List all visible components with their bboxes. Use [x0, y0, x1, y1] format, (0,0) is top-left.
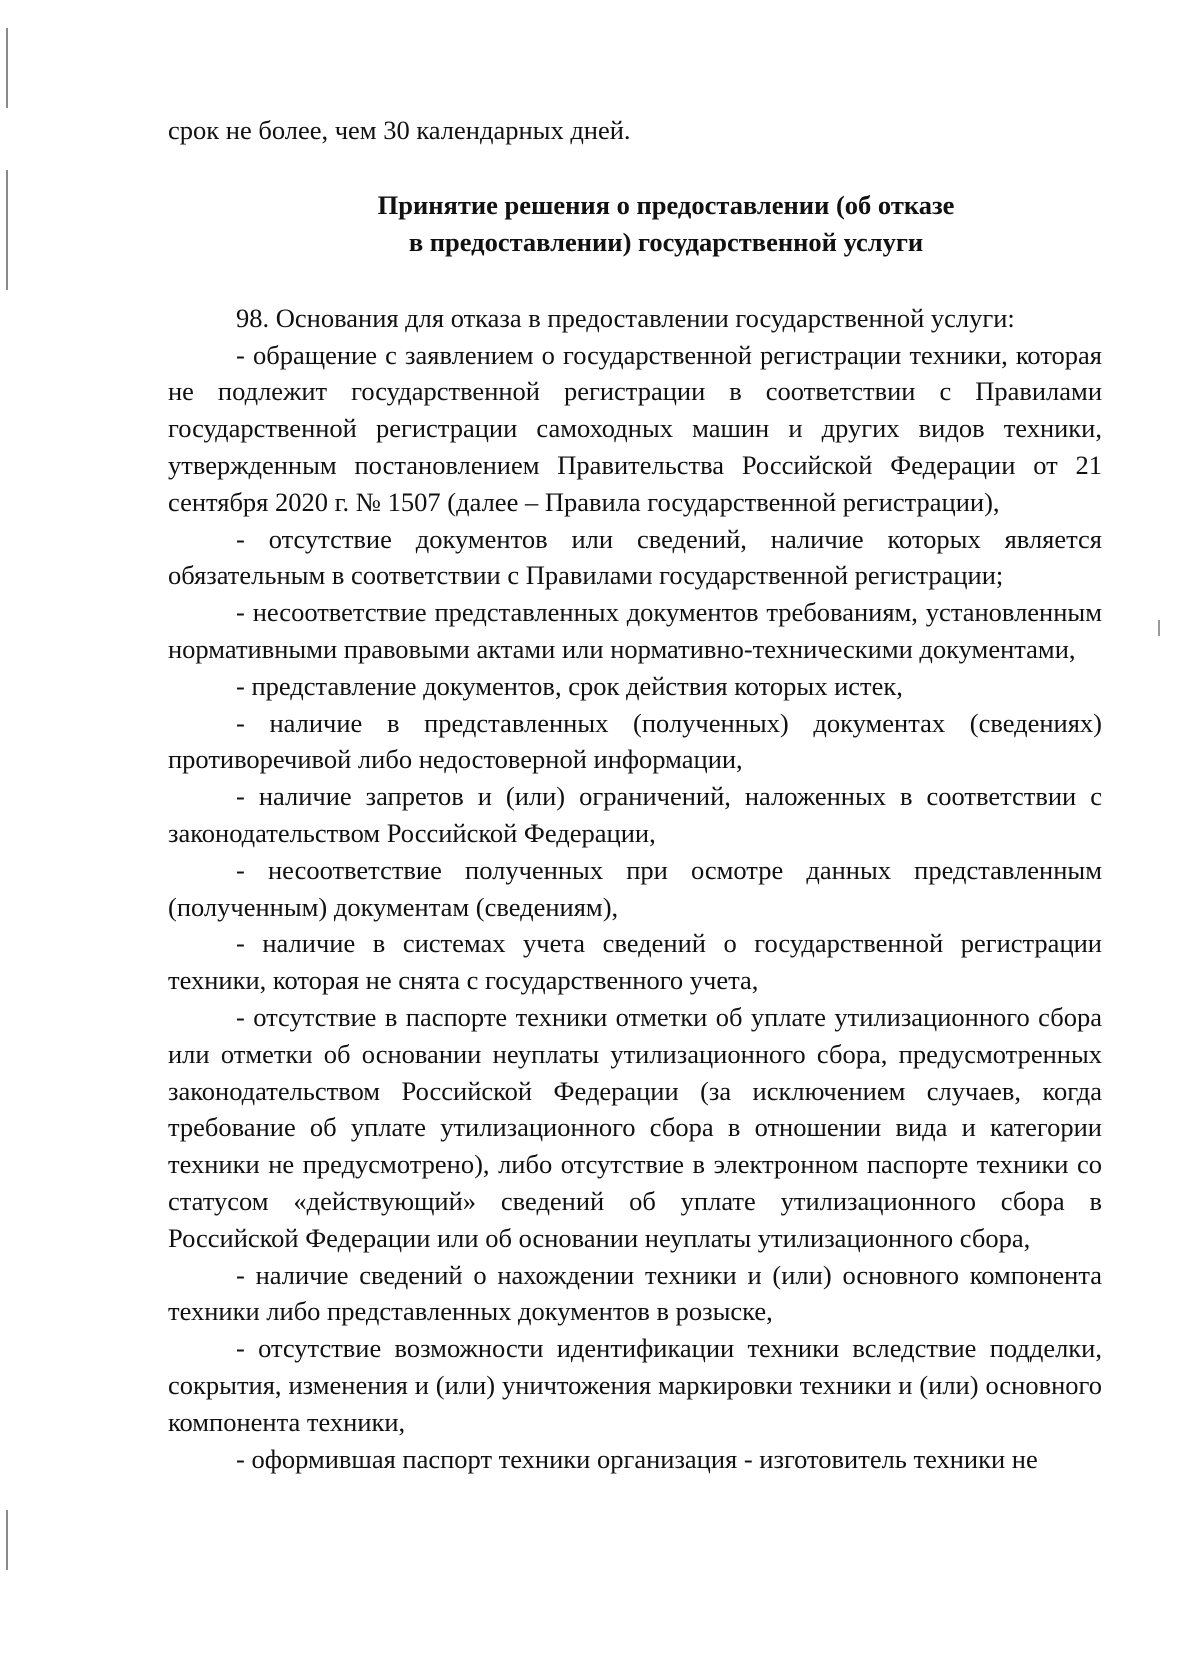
- section-heading-line-1: Принятие решения о предоставлении (об отказе: [377, 189, 955, 220]
- paragraph-98-title: 98. Основания для отказа в предоставлении государственной услуги:: [236, 302, 1015, 333]
- scan-edge-mark: [6, 1510, 8, 1570]
- list-item: - наличие в системах учета сведений о государственной регистрации техники, которая не снята с государственного учета,: [168, 928, 1102, 996]
- list-item: - отсутствие документов или сведений, наличие которых является обязательным в соответствии с Правилами государственной регистрации;: [168, 523, 1102, 591]
- list-item: - представление документов, срок действия которых истек,: [236, 670, 903, 701]
- section-heading-line-2: в предоставлении) государственной услуги: [408, 226, 924, 257]
- continuation-line: срок не более, чем 30 календарных дней.: [168, 115, 631, 145]
- list-item: - наличие сведений о нахождении техники и (или) основного компонента техники либо представленных документов в розыске,: [168, 1259, 1102, 1327]
- document-page: [168, 112, 1102, 1477]
- scan-edge-mark: [6, 170, 8, 290]
- list-item: - обращение с заявлением о государственной регистрации техники, которая не подлежит государственной регистрации в соответствии с Правилами государственной регистрации самоходных машин и других видов техники, утвержденным постановлением Правительства Российской Федерации от 21 сентября 2020 г. № 1507 (далее – Правила государственной регистрации),: [168, 339, 1102, 517]
- list-item: - отсутствие возможности идентификации техники вследствие подделки, сокрытия, изменения и (или) уничтожения маркировки техники и (или) основного компонента техники,: [168, 1333, 1102, 1437]
- list-item: - наличие в представленных (полученных) документах (сведениях) противоречивой либо недостоверной информации,: [168, 707, 1102, 775]
- list-item: - наличие запретов и (или) ограничений, наложенных в соответствии с законодательством Российской Федерации,: [168, 781, 1102, 848]
- scan-artifact: [1158, 620, 1160, 636]
- scan-edge-mark: [6, 28, 8, 108]
- list-item: - несоответствие полученных при осмотре данных представленным (полученным) документам (сведениям),: [168, 854, 1102, 922]
- list-item: - несоответствие представленных документов требованиям, установленным нормативными правовыми актами или нормативно-техническими документами,: [168, 597, 1102, 664]
- list-item-continued: - оформившая паспорт техники организация - изготовитель техники не: [236, 1443, 1038, 1474]
- list-item: - отсутствие в паспорте техники отметки об уплате утилизационного сбора или отметки об основании неуплаты утилизационного сбора, предусмотренных законодательством Российской Федерации (за исключением случаев, когда требование об уплате утилизационного сбора в отношении вида и категории техники не предусмотрено), либо отсутствие в электронном паспорте техники со статусом «действующий» сведений об уплате утилизационного сбора в Российской Федерации или об основании неуплаты утилизационного сбора,: [168, 1001, 1102, 1253]
- section-heading: [230, 187, 1102, 261]
